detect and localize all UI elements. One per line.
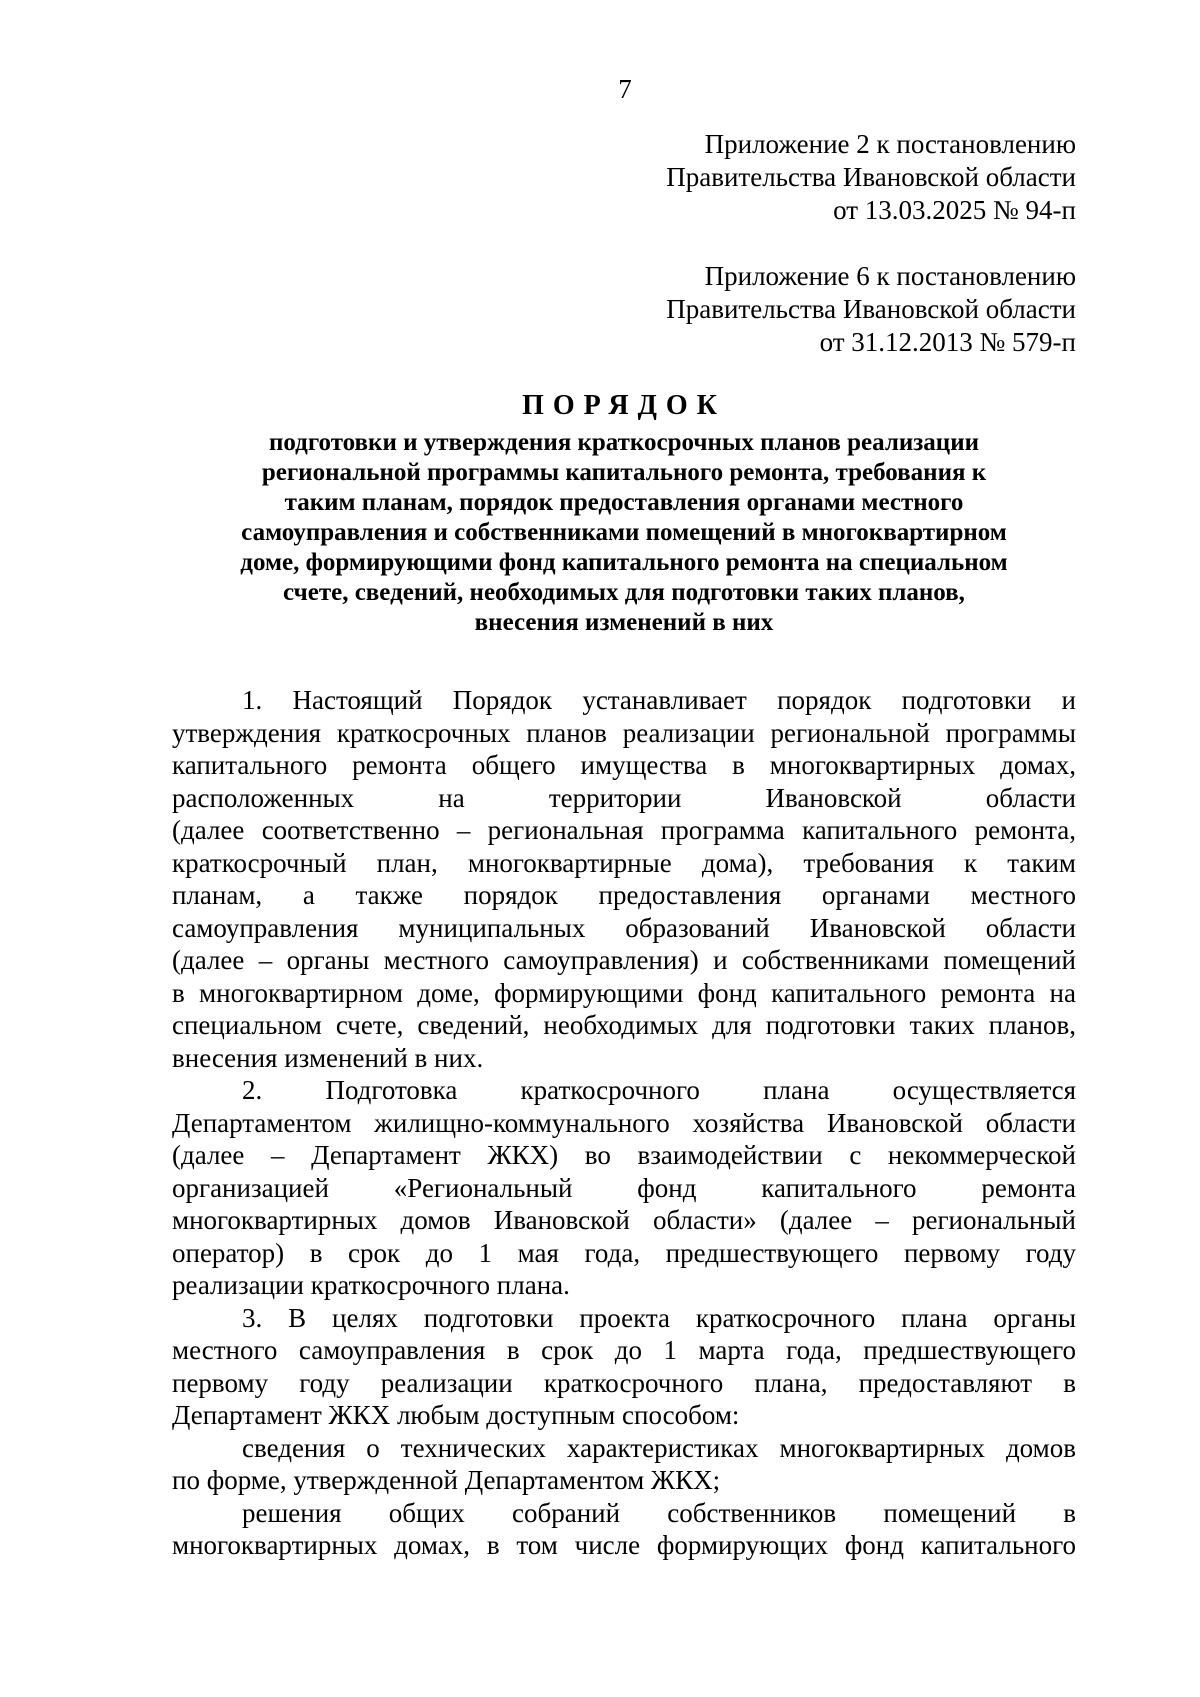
subtitle-line: таким планам, порядок предоставления органами местного: [284, 489, 964, 516]
body-line: многоквартирных домов Ивановской области» (далее – региональный: [172, 1205, 1076, 1235]
body-line: местного самоуправления в срок до 1 марта года, предшествующего: [172, 1335, 1076, 1365]
body-line: решения общих собраний собственников помещений в: [242, 1497, 1076, 1528]
body-line: Департаментом жилищно-коммунального хозяйства Ивановской области: [172, 1107, 1076, 1138]
body-line: (далее соответственно – региональная программа капитального ремонта,: [172, 815, 1076, 845]
appendix-original-line-1: Приложение 6 к постановлению: [704, 261, 1076, 291]
subtitle-line: подготовки и утверждения краткосрочных планов реализации: [268, 429, 980, 456]
appendix-header-current: [666, 128, 1076, 227]
body-line: реализации краткосрочного плана.: [172, 1270, 570, 1300]
body-line: специальном счете, сведений, необходимых для подготовки таких планов,: [172, 1010, 1076, 1040]
body-line: 1. Настоящий Порядок устанавливает порядок подготовки и: [242, 685, 1076, 715]
page-number: 7: [618, 74, 632, 104]
subtitle-line: региональной программы капитального ремонта, требования к: [261, 459, 987, 486]
paragraph-3: [172, 1302, 1076, 1432]
subtitle-line: доме, формирующими фонд капитального ремонта на специальном: [240, 549, 1008, 576]
body-line: 3. В целях подготовки проекта краткосрочного плана органы: [242, 1302, 1076, 1333]
paragraph-2: [172, 1074, 1076, 1302]
document-title: ПОРЯДОК: [522, 390, 726, 421]
document-subtitle: [172, 428, 1076, 638]
paragraph-1: [172, 684, 1076, 1074]
appendix-original-line-2: Правительства Ивановской области: [666, 294, 1076, 324]
body-line: многоквартирных домах, в том числе формирующих фонд капитального: [172, 1530, 1076, 1560]
body-line: внесения изменений в них.: [172, 1042, 484, 1073]
appendix-current-line-1: Приложение 2 к постановлению: [704, 129, 1076, 159]
document-title-block: [172, 388, 1076, 638]
body-line: по форме, утвержденной Департаментом ЖКХ;: [172, 1465, 721, 1495]
paragraph-3-item-2: [172, 1497, 1076, 1562]
body-line: сведения о технических характеристиках многоквартирных домов: [242, 1432, 1076, 1463]
body-line: оператор) в срок до 1 мая года, предшествующего первому году: [172, 1237, 1076, 1268]
body-line: капитального ремонта общего имущества в многоквартирных домах,: [172, 750, 1076, 780]
body-line: самоуправления муниципальных образований Ивановской области: [172, 912, 1076, 943]
appendix-current-line-2: Правительства Ивановской области: [666, 162, 1076, 192]
subtitle-line: самоуправления и собственниками помещений в многоквартирном: [241, 519, 1007, 546]
body-line: утверждения краткосрочных планов реализации региональной программы: [172, 717, 1076, 748]
appendix-header-original: [666, 260, 1076, 359]
body-line: 2. Подготовка краткосрочного плана осуществляется: [242, 1075, 1076, 1105]
body-line: расположенных на территории Ивановской области: [172, 782, 1076, 813]
document-body: [172, 684, 1076, 1562]
subtitle-line: внесения изменений в них: [474, 609, 774, 636]
body-line: (далее – органы местного самоуправления) и собственниками помещений: [172, 945, 1076, 975]
appendix-original-line-3: от 31.12.2013 № 579-п: [819, 327, 1076, 357]
body-line: (далее – Департамент ЖКХ) во взаимодействии с некоммерческой: [172, 1140, 1076, 1170]
body-line: Департамент ЖКХ любым доступным способом:: [172, 1400, 740, 1430]
subtitle-line: счете, сведений, необходимых для подготовки таких планов,: [283, 579, 965, 606]
body-line: планам, а также порядок предоставления органами местного: [172, 880, 1076, 910]
appendix-current-line-3: от 13.03.2025 № 94-п: [833, 195, 1076, 225]
body-line: первому году реализации краткосрочного плана, предоставляют в: [172, 1367, 1076, 1398]
body-line: краткосрочный план, многоквартирные дома), требования к таким: [172, 847, 1076, 878]
body-line: в многоквартирном доме, формирующими фонд капитального ремонта на: [172, 977, 1076, 1008]
body-line: организацией «Региональный фонд капитального ремонта: [172, 1172, 1076, 1203]
paragraph-3-item-1: [172, 1432, 1076, 1497]
